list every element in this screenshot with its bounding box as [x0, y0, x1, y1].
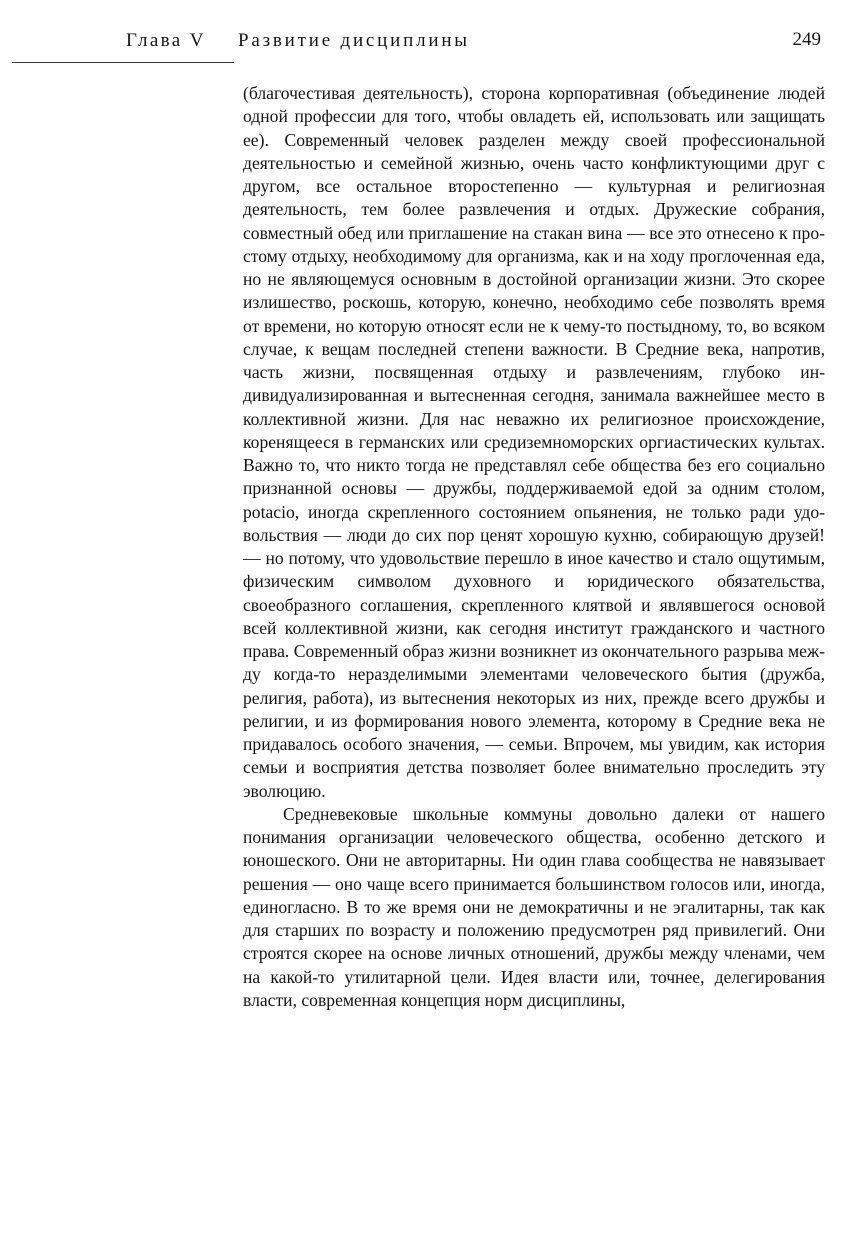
- running-header: [0, 26, 847, 66]
- body-text: [243, 82, 825, 1012]
- page-number: 249: [792, 29, 821, 50]
- header-rule: [12, 62, 234, 63]
- section-title: Развитие дисциплины: [238, 30, 470, 51]
- chapter-label: Глава V: [126, 30, 206, 51]
- paragraph-2: Средневековые школьные коммуны довольно далеки от нашего понимания организации человеческого общества, особенно детского и юношеского. Они не авторитарны. Ни один глава сообщества не навязывает решения — оно чаще всего принимается большинством голосов или, иногда, единогласно. В то же время они не демократичны и не эгалитарны, так как для старших по возрасту и положению предусмотрен ряд привилегий. Они строятся скорее на основе личных отношений, дружбы между членами, чем на какой-то утилитарной цели. Идея власти или, точнее, делегирования власти, современная концепция норм дисциплины,: [243, 803, 825, 1010]
- paragraph-1: (благочестивая деятельность), сторона корпоративная (объединение людей одной профессии для того, чтобы овладеть ей, использовать или защищать ее). Современный человек разделен между своей профессиональной деятельностью и семейной жизнью, очень часто конфликтующими друг с другом, все остальное второстепенно — культурная и религиозная деятельность, тем более развлечения и отдых. Дружеские собрания, совместный обед или приглашение на стакан вина — все это отнесено к простому отдыху, необходимому для организма, как и на ходу проглоченная еда, но не являющемуся основным в достойной организации жизни. Это скорее излишество, роскошь, которую, конечно, необходимо себе позволять время от времени, но которую относят если не к чему-то постыдному, то, во всяком случае, к вещам последней степени важности. В Средние века, напротив, часть жизни, посвященная отдыху и развлечениям, глубоко индивидуализированная и вытесненная сегодня, занимала важнейшее место в коллективной жизни. Для нас неважно их религиозное происхождение, коренящееся в германских или средиземноморских оргиастических культах. Важно то, что никто тогда не представлял себе общества без его социально признанной основы — дружбы, поддерживаемой едой за одним столом, potacio, иногда скрепленного состоянием опьянения, не только ради удовольствия — люди до сих пор ценят хорошую кухню, собирающую друзей! — но потому, что удовольствие перешло в иное качество и стало ощутимым, физическим символом духовного и юридического обязательства, своеобразного соглашения, скрепленного клятвой и являвшегося основой всей коллективной жизни, как сегодня институт гражданского и частного права. Современный образ жизни возникнет из окончательного разрыва между когда-то неразделимыми элементами человеческого бытия (дружба, религия, работа), из вытеснения некоторых из них, прежде всего дружбы и религии, и из формирования нового элемента, которому в Средние века не придавалось особого значения, — семьи. Впрочем, мы увидим, как история семьи и восприятия детства позволяет более внимательно проследить эту эволюцию.: [243, 83, 825, 801]
